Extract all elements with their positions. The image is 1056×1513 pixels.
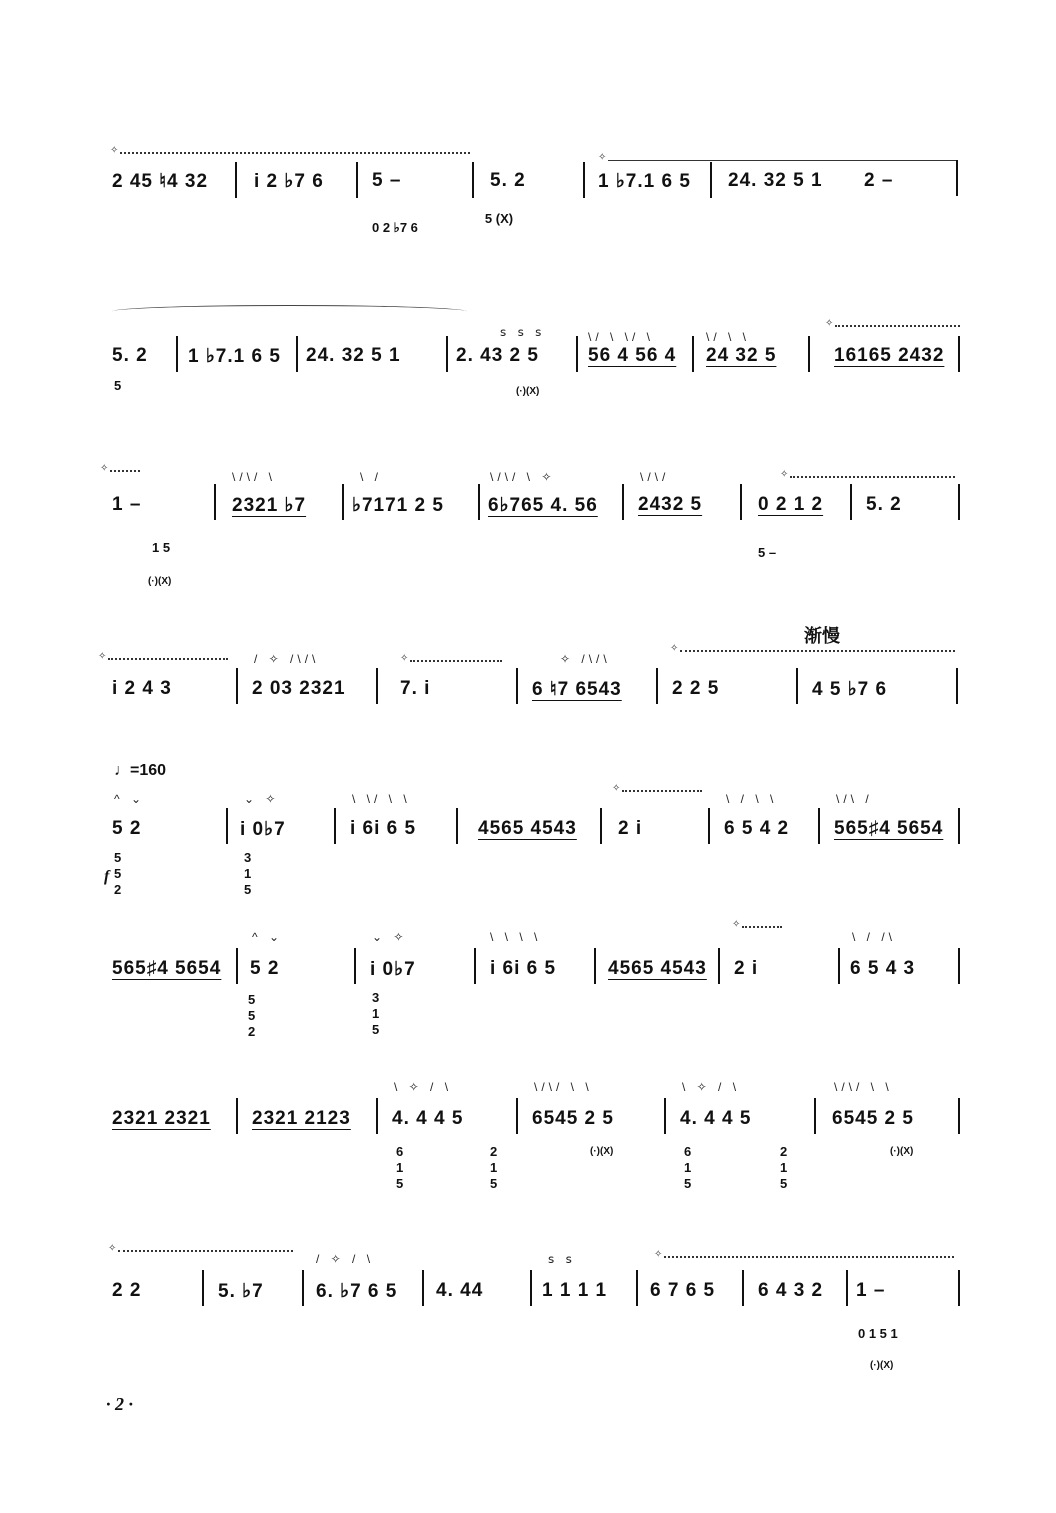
metronome-mark: ♩=160 [114,762,167,779]
barline [818,808,820,844]
barline [956,668,958,704]
measure: 2 2 5 [672,678,720,699]
barline [622,484,624,520]
tempo-text: 渐慢 [804,626,840,647]
lower-part: 2 1 5 [780,1144,788,1191]
measure: i 6i 6 5 [490,958,557,979]
measure: 56 4 56 4 [588,345,677,366]
measure: 6 5 4 2 [724,818,790,839]
measure: i 2 ♭7 6 [254,171,324,192]
barline [958,948,960,984]
trill-line [835,325,960,327]
lower-part: 6 1 5 [396,1144,404,1191]
lower-part: 5 5 2 [114,850,158,897]
barline [214,484,216,520]
barline [236,668,238,704]
measure: 6545 2 5 [532,1108,614,1129]
barline [472,162,474,198]
measure: 4. 4 4 5 [392,1108,464,1129]
barline [342,484,344,520]
trill-line [110,470,140,472]
trill-line [120,152,470,154]
articulation-marks: \/\ / [836,792,873,806]
articulation-marks: \/\/ \ ✧ [490,470,556,484]
measure: i 2 4 3 [112,678,172,699]
barline [530,1270,532,1306]
articulation-marks: \ ✧ / \ [394,1080,453,1094]
lower-part: (·)(X) [516,386,540,397]
lower-part: (·)(X) [870,1360,894,1371]
barline [422,1270,424,1306]
measure: 5 2 [112,818,142,839]
barline [478,484,480,520]
lower-part: 5 5 2 [248,992,292,1039]
barline [958,1098,960,1134]
articulation-marks: \ / [360,470,383,484]
measure: i 0♭7 [240,819,286,840]
lower-part: (·)(X) [890,1146,914,1157]
lower-part: 3 1 5 [372,990,380,1037]
barline [708,808,710,844]
barline [796,668,798,704]
lower-part: 0 2 ♭7 6 [372,220,418,235]
measure: 2 – [864,170,894,191]
barline [664,1098,666,1134]
measure: 24. 32 5 1 [728,170,823,191]
barline [376,1098,378,1134]
measure: 16165 2432 [834,345,945,366]
barline [718,948,720,984]
barline [710,162,712,198]
measure: 2321 ♭7 [232,495,307,516]
measure: 6 5 4 3 [850,958,916,979]
barline [958,484,960,520]
articulation-marks: \ / \ \ [726,792,778,806]
trill-line [622,790,702,792]
articulation-marks: ^ ⌄ [114,792,146,806]
measure: 1 – [112,494,142,515]
barline [296,336,298,372]
lower-part: 6 1 5 [684,1144,692,1191]
measure: 2 i [734,958,759,979]
measure: 4565 4543 [478,818,577,839]
articulation-marks: \ \/ \ \ [352,792,411,806]
measure: 2 i [618,818,643,839]
barline [516,1098,518,1134]
measure: 2 45 ♮4 32 [112,171,209,192]
measure: 5. 2 [866,494,902,515]
measure: 4. 44 [436,1280,484,1301]
articulation-marks: ^ ⌄ [252,930,284,944]
barline [236,948,238,984]
barline [202,1270,204,1306]
articulation-marks: \/\/ \ \ [534,1080,593,1094]
barline [742,1270,744,1306]
phrase-slur [112,305,467,318]
measure: i 6i 6 5 [350,818,417,839]
lower-part: 3 1 5 [244,850,252,897]
lower-part: 5 (X) [484,211,514,226]
measure: 565♯4 5654 [834,818,944,839]
barline [740,484,742,520]
trill-line [118,1250,293,1252]
articulation-marks: / ✧ /\/\ [254,652,320,666]
barline [474,948,476,984]
articulation-marks: \/\/ \ \ [834,1080,893,1094]
barline [236,1098,238,1134]
trill-line [742,926,782,928]
lower-part: 5 – [758,545,777,560]
lower-part: 1 5 [152,540,171,555]
measure: 5 2 [250,958,280,979]
measure: 1 ♭7.1 6 5 [598,171,691,192]
barline [226,808,228,844]
barline [356,162,358,198]
barline [583,162,585,198]
measure: 7. i [400,678,431,699]
measure: 2. 43 2 5 [456,345,539,366]
trill-line [410,660,502,662]
measure: i 0♭7 [370,959,416,980]
slur-line [608,160,958,161]
barline [600,808,602,844]
articulation-marks: \/ \ \ [706,330,751,344]
measure: 2321 2321 [112,1108,211,1129]
barline [956,160,958,196]
measure: 5. 2 [490,170,526,191]
barline [334,808,336,844]
measure: 6545 2 5 [832,1108,914,1129]
articulation-marks: ⌄ ✧ [244,792,280,806]
barline [846,1270,848,1306]
barline [456,808,458,844]
trill-line [680,650,955,652]
articulation-marks: \/\/ \ [232,470,277,484]
measure: 0 2 1 2 [758,494,824,515]
measure: 1 ♭7.1 6 5 [188,346,281,367]
barline [576,336,578,372]
barline [302,1270,304,1306]
lower-part: (·)(X) [590,1146,614,1157]
measure: 6 4 3 2 [758,1280,824,1301]
lower-part: 0 1 5 1 [858,1326,898,1341]
articulation-marks: \ ✧ / \ [682,1080,741,1094]
barline [516,668,518,704]
measure: 1 – [856,1280,886,1301]
measure: 5. 2 [112,345,148,366]
trill-line [108,658,228,660]
measure: 4565 4543 [608,958,707,979]
measure: 2 03 2321 [252,678,346,699]
measure: 1 1 1 1 [542,1280,608,1301]
measure: 2432 5 [638,494,703,515]
barline [958,336,960,372]
barline [594,948,596,984]
dynamic-mark: f [104,868,110,885]
barline [446,336,448,372]
lower-part: 5 [114,378,122,393]
barline [376,668,378,704]
barline [958,1270,960,1306]
barline [692,336,694,372]
articulation-marks: ⌄ ✧ [372,930,408,944]
articulation-marks: ꜱ ꜱ [548,1252,576,1266]
measure: 24. 32 5 1 [306,345,401,366]
measure: 565♯4 5654 [112,958,222,979]
articulation-marks: ✧ /\/\ [560,652,611,666]
measure: 6 ♮7 6543 [532,679,622,700]
measure: 4. 4 4 5 [680,1108,752,1129]
lower-part: 2 1 5 [490,1144,498,1191]
barline [354,948,356,984]
measure: 4 5 ♭7 6 [812,679,888,700]
barline [958,808,960,844]
trill-line [790,476,955,478]
measure: 5 – [372,170,402,191]
measure: 6♭765 4. 56 [488,495,598,516]
articulation-marks: / ✧ / \ [316,1252,375,1266]
measure: ♭7171 2 5 [352,495,444,516]
measure: 6 7 6 5 [650,1280,716,1301]
articulation-marks: \/ \ \/ \ [588,330,655,344]
barline [838,948,840,984]
articulation-marks: \/\/ [640,470,670,484]
articulation-marks: \ \ \ \ [490,930,542,944]
barline [176,336,178,372]
articulation-marks: \ / /\ [852,930,897,944]
lower-part: (·)(X) [148,576,172,587]
page-number: · 2 · [106,1394,133,1414]
measure: 2 2 [112,1280,142,1301]
barline [850,484,852,520]
measure: 6. ♭7 6 5 [316,1281,398,1302]
measure: 5. ♭7 [218,1281,264,1302]
barline [814,1098,816,1134]
measure: 24 32 5 [706,345,777,366]
trill-line [664,1256,954,1258]
articulation-marks: ꜱ ꜱ ꜱ [500,325,546,339]
measure: 2321 2123 [252,1108,351,1129]
barline [636,1270,638,1306]
barline [808,336,810,372]
barline [656,668,658,704]
barline [235,162,237,198]
